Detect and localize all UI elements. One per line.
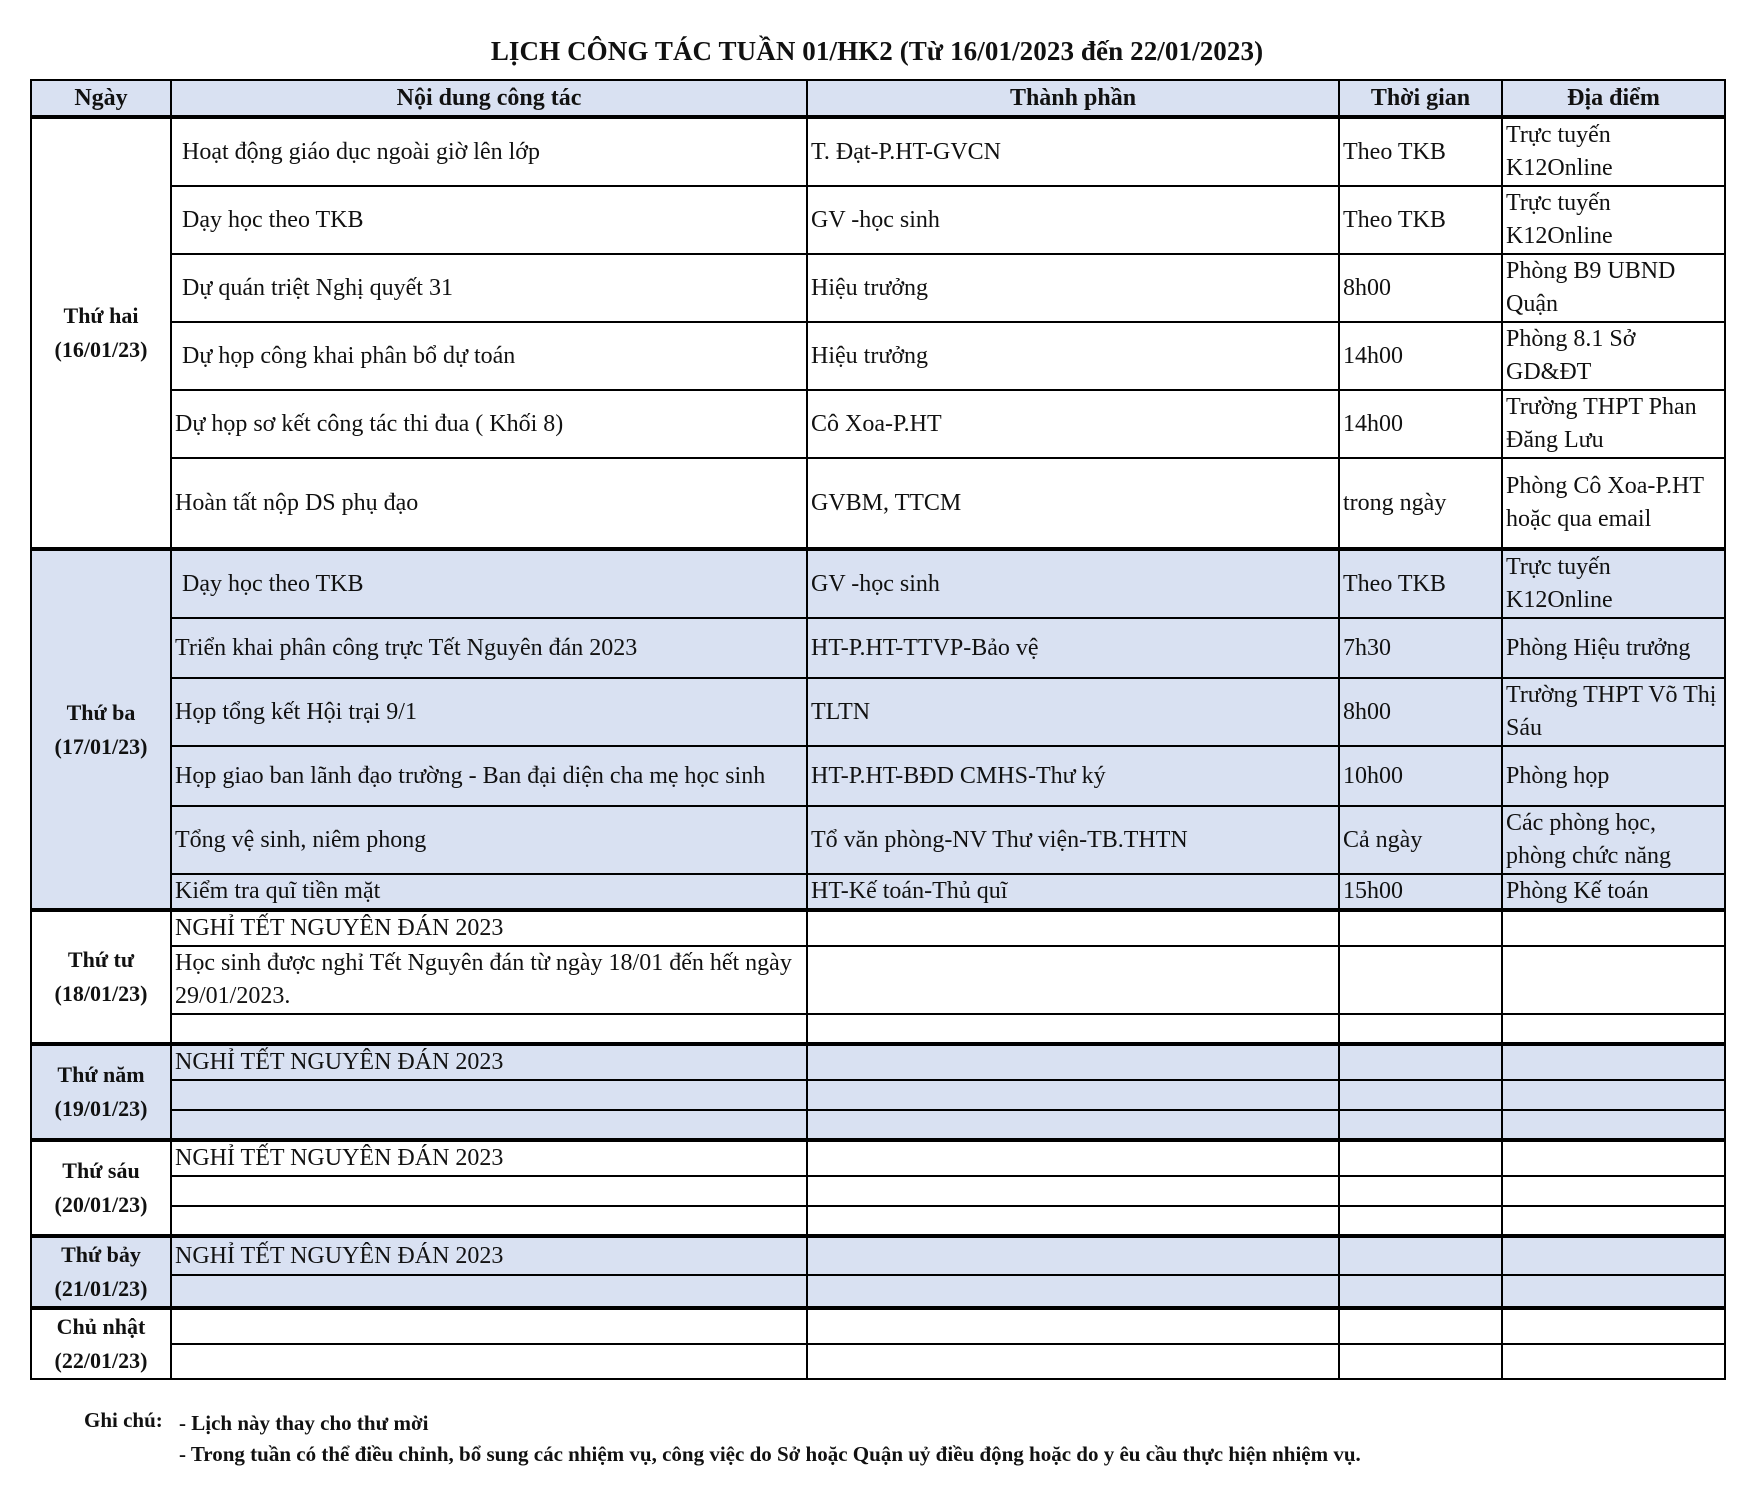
cell-place	[1502, 1236, 1725, 1275]
cell-time	[1339, 1110, 1502, 1140]
cell-time: Theo TKB	[1339, 549, 1502, 618]
cell-members	[807, 1176, 1339, 1206]
cell-members: TLTN	[807, 678, 1339, 746]
cell-time	[1339, 1344, 1502, 1380]
cell-members	[807, 1080, 1339, 1110]
table-row	[31, 910, 1725, 946]
note-line: - Lịch này thay cho thư mời	[179, 1411, 429, 1435]
day-cell	[31, 1236, 171, 1308]
cell-place	[1502, 1275, 1725, 1308]
cell-members: Cô Xoa-P.HT	[807, 390, 1339, 458]
cell-members	[807, 1236, 1339, 1275]
cell-content: NGHỈ TẾT NGUYÊN ĐÁN 2023	[171, 1236, 807, 1275]
column-header-day: Ngày	[31, 80, 171, 117]
cell-time: 8h00	[1339, 254, 1502, 322]
cell-time: 10h00	[1339, 746, 1502, 806]
day-name: Thứ năm	[57, 1062, 145, 1087]
cell-place: Các phòng học, phòng chức năng	[1502, 806, 1725, 874]
cell-members	[807, 1344, 1339, 1380]
cell-members: HT-Kế toán-Thủ quĩ	[807, 874, 1339, 910]
cell-content: Tổng vệ sinh, niêm phong	[171, 806, 807, 874]
cell-time: Theo TKB	[1339, 117, 1502, 186]
table-row	[31, 1014, 1725, 1044]
column-header-members: Thành phần	[807, 80, 1339, 117]
cell-content	[171, 1344, 807, 1380]
cell-members: Tổ văn phòng-NV Thư viện-TB.THTN	[807, 806, 1339, 874]
cell-content: Dự họp công khai phân bổ dự toán	[171, 322, 807, 390]
cell-place: Phòng Kế toán	[1502, 874, 1725, 910]
cell-time	[1339, 1206, 1502, 1236]
day-cell	[31, 549, 171, 910]
day-name: Chủ nhật	[56, 1314, 146, 1339]
day-cell	[31, 910, 171, 1044]
cell-content: NGHỈ TẾT NGUYÊN ĐÁN 2023	[171, 910, 807, 946]
table-row	[31, 254, 1725, 322]
cell-place	[1502, 1140, 1725, 1176]
day-name: Thứ bảy	[61, 1242, 141, 1267]
cell-time	[1339, 1308, 1502, 1344]
cell-content: Dạy học theo TKB	[171, 549, 807, 618]
cell-place	[1502, 1110, 1725, 1140]
cell-content	[171, 1080, 807, 1110]
cell-members	[807, 946, 1339, 1014]
cell-content	[171, 1014, 807, 1044]
table-row	[31, 1275, 1725, 1308]
table-row	[31, 1140, 1725, 1176]
cell-members: HT-P.HT-TTVP-Bảo vệ	[807, 618, 1339, 678]
day-date: (17/01/23)	[54, 733, 148, 759]
cell-members	[807, 1275, 1339, 1308]
cell-place: Trực tuyến K12Online	[1502, 186, 1725, 254]
column-header-time: Thời gian	[1339, 80, 1502, 117]
day-cell	[31, 117, 171, 549]
cell-members: GV -học sinh	[807, 186, 1339, 254]
cell-content: Kiểm tra quĩ tiền mặt	[171, 874, 807, 910]
cell-members: HT-P.HT-BĐD CMHS-Thư ký	[807, 746, 1339, 806]
day-name: Thứ hai	[63, 303, 139, 328]
day-cell	[31, 1140, 171, 1236]
cell-place	[1502, 946, 1725, 1014]
cell-place	[1502, 1044, 1725, 1080]
cell-content	[171, 1275, 807, 1308]
note-line: - Trong tuần có thể điều chỉnh, bổ sung các nhiệm vụ, công việc do Sở hoặc Quận uỷ điều động hoặc do y êu cầu thực hiện nhiệm vụ.	[179, 1442, 1361, 1466]
day-name: Thứ tư	[67, 947, 135, 972]
cell-place	[1502, 1206, 1725, 1236]
cell-content: Họp tổng kết Hội trại 9/1	[171, 678, 807, 746]
cell-content: Dự quán triệt Nghị quyết 31	[171, 254, 807, 322]
cell-place	[1502, 1308, 1725, 1344]
cell-content: NGHỈ TẾT NGUYÊN ĐÁN 2023	[171, 1044, 807, 1080]
cell-time: Cả ngày	[1339, 806, 1502, 874]
cell-place	[1502, 910, 1725, 946]
notes-lines	[179, 1408, 1361, 1470]
table-row	[31, 1308, 1725, 1344]
table-row	[31, 186, 1725, 254]
table-row	[31, 1110, 1725, 1140]
cell-time: 14h00	[1339, 322, 1502, 390]
cell-content	[171, 1308, 807, 1344]
cell-content: NGHỈ TẾT NGUYÊN ĐÁN 2023	[171, 1140, 807, 1176]
cell-content	[171, 1206, 807, 1236]
cell-time	[1339, 1236, 1502, 1275]
table-row	[31, 1176, 1725, 1206]
cell-time	[1339, 946, 1502, 1014]
cell-time: 8h00	[1339, 678, 1502, 746]
cell-place: Trường THPT Võ Thị Sáu	[1502, 678, 1725, 746]
cell-members	[807, 1014, 1339, 1044]
cell-members	[807, 1308, 1339, 1344]
cell-content: Dự họp sơ kết công tác thi đua ( Khối 8)	[171, 390, 807, 458]
cell-content: Học sinh được nghỉ Tết Nguyên đán từ ngày 18/01 đến hết ngày 29/01/2023.	[171, 946, 807, 1014]
table-row	[31, 806, 1725, 874]
cell-members	[807, 910, 1339, 946]
cell-members: GVBM, TTCM	[807, 458, 1339, 549]
cell-members: T. Đạt-P.HT-GVCN	[807, 117, 1339, 186]
table-row	[31, 1236, 1725, 1275]
day-date: (21/01/23)	[54, 1276, 148, 1301]
day-date: (20/01/23)	[54, 1192, 148, 1217]
cell-time: 15h00	[1339, 874, 1502, 910]
day-name: Thứ sáu	[62, 1158, 140, 1183]
cell-content: Triển khai phân công trực Tết Nguyên đán 2023	[171, 618, 807, 678]
cell-content: Dạy học theo TKB	[171, 186, 807, 254]
cell-content: Hoạt động giáo dục ngoài giờ lên lớp	[171, 117, 807, 186]
day-cell	[31, 1308, 171, 1379]
cell-place: Trường THPT Phan Đăng Lưu	[1502, 390, 1725, 458]
cell-place: Phòng B9 UBND Quận	[1502, 254, 1725, 322]
cell-time: 14h00	[1339, 390, 1502, 458]
column-header-content: Nội dung công tác	[171, 80, 807, 117]
cell-members	[807, 1044, 1339, 1080]
day-cell	[31, 1044, 171, 1140]
cell-time: 7h30	[1339, 618, 1502, 678]
schedule-body	[31, 117, 1725, 1379]
cell-time	[1339, 1014, 1502, 1044]
cell-time: Theo TKB	[1339, 186, 1502, 254]
cell-time	[1339, 1176, 1502, 1206]
table-row	[31, 618, 1725, 678]
table-row	[31, 874, 1725, 910]
cell-time	[1339, 1044, 1502, 1080]
cell-time	[1339, 1080, 1502, 1110]
cell-time	[1339, 1275, 1502, 1308]
cell-time	[1339, 1140, 1502, 1176]
cell-content	[171, 1176, 807, 1206]
table-row	[31, 1080, 1725, 1110]
cell-place: Phòng Cô Xoa-P.HT hoặc qua email	[1502, 458, 1725, 549]
table-row	[31, 1344, 1725, 1380]
cell-time	[1339, 910, 1502, 946]
table-row	[31, 458, 1725, 549]
cell-members: Hiệu trưởng	[807, 322, 1339, 390]
cell-place: Phòng 8.1 Sở GD&ĐT	[1502, 322, 1725, 390]
cell-place: Phòng Hiệu trưởng	[1502, 618, 1725, 678]
cell-content	[171, 1110, 807, 1140]
day-date: (18/01/23)	[54, 981, 148, 1006]
table-row	[31, 322, 1725, 390]
table-row	[31, 746, 1725, 806]
day-date: (22/01/23)	[54, 1348, 148, 1373]
table-row	[31, 1206, 1725, 1236]
schedule-table	[30, 79, 1726, 1380]
cell-members	[807, 1140, 1339, 1176]
cell-place: Trực tuyến K12Online	[1502, 117, 1725, 186]
table-row	[31, 117, 1725, 186]
cell-content: Hoàn tất nộp DS phụ đạo	[171, 458, 807, 549]
table-row	[31, 678, 1725, 746]
cell-place: Trực tuyến K12Online	[1502, 549, 1725, 618]
page-title: LỊCH CÔNG TÁC TUẦN 01/HK2 (Từ 16/01/2023 đến 22/01/2023)	[490, 36, 1264, 66]
cell-place	[1502, 1176, 1725, 1206]
table-row	[31, 390, 1725, 458]
cell-place	[1502, 1344, 1725, 1380]
column-header-place: Địa điểm	[1502, 80, 1725, 117]
cell-place	[1502, 1014, 1725, 1044]
cell-place: Phòng họp	[1502, 746, 1725, 806]
day-name: Thứ ba	[66, 699, 136, 725]
cell-members: Hiệu trưởng	[807, 254, 1339, 322]
cell-content: Họp giao ban lãnh đạo trường - Ban đại diện cha mẹ học sinh	[171, 746, 807, 806]
header-row	[31, 80, 1725, 117]
cell-members	[807, 1206, 1339, 1236]
day-date: (19/01/23)	[54, 1096, 148, 1121]
cell-place	[1502, 1080, 1725, 1110]
cell-members: GV -học sinh	[807, 549, 1339, 618]
table-row	[31, 549, 1725, 618]
cell-members	[807, 1110, 1339, 1140]
table-row	[31, 1044, 1725, 1080]
table-row	[31, 946, 1725, 1014]
notes-label: Ghi chú:	[84, 1408, 163, 1432]
day-date: (16/01/23)	[54, 337, 148, 362]
cell-time: trong ngày	[1339, 458, 1502, 549]
